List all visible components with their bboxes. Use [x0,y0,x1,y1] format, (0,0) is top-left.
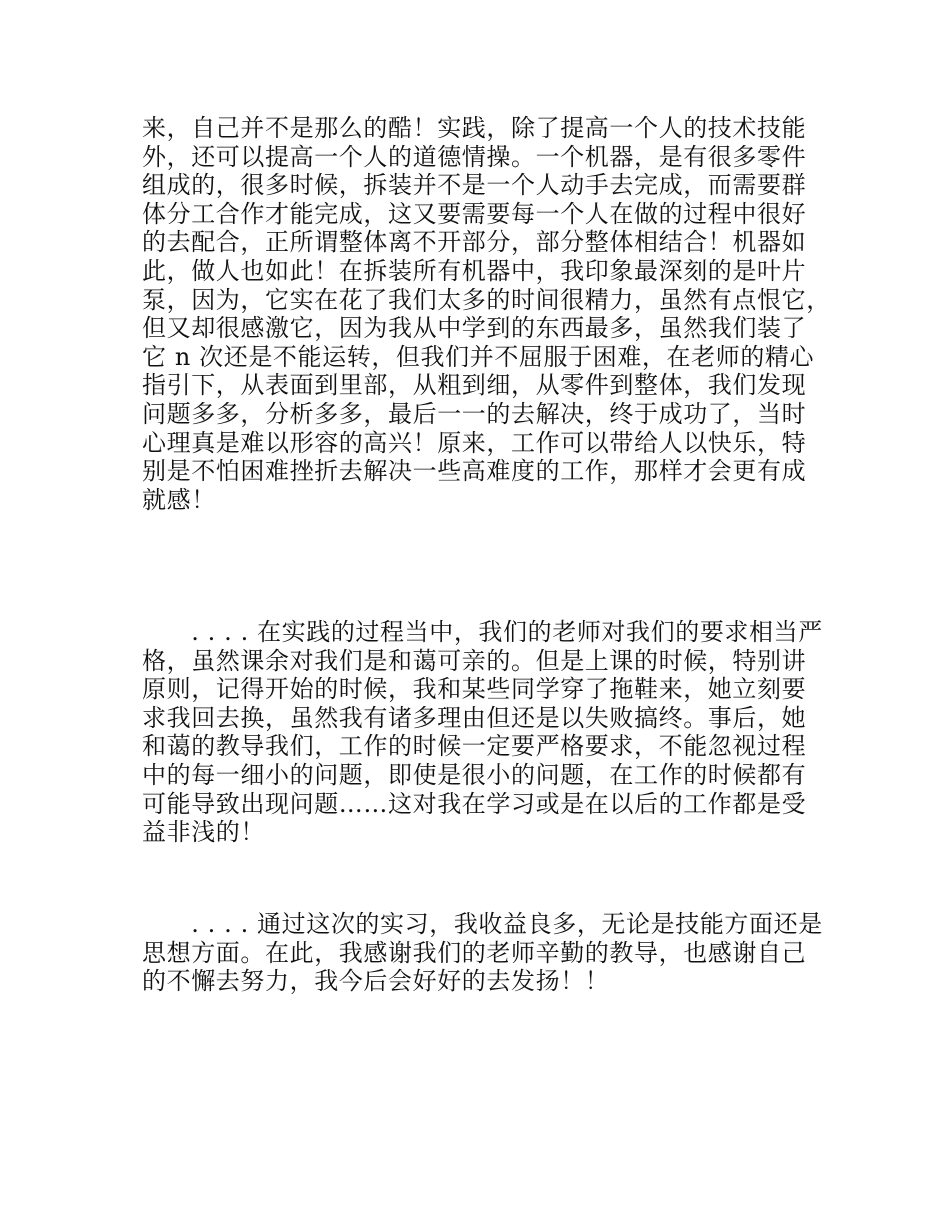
paragraph-teacher-strictness: . . . . 在实践的过程当中，我们的老师对我们的要求相当严 格，虽然课余对我们是和蔼可亲的。但是上课的时候，特别讲 原则，记得开始的时候，我和某些同学穿了拖鞋来，她立刻要 求我回去换，虽然我有诸多理由但还是以失败搞终。事后，她 和蔼的教导我们，工作的时候一定要严格要求，不能忽视过程 中的每一细小的问题，即使是很小的问题，在工作的时候都有 可能导致出现问题……这对我在学习或是在以后的工作都是受 益非浅的！ [142,618,823,847]
paragraph-conclusion: . . . . 通过这次的实习，我收益良多，无论是技能方面还是 思想方面。在此，我感谢我们的老师辛勤的教导，也感谢自己 的不懈去努力，我今后会好好的去发扬！！ [142,910,823,996]
paragraph-practice-reflection: 来，自己并不是那么的酷！实践，除了提高一个人的技术技能 外，还可以提高一个人的道德情操。一个机器，是有很多零件 组成的，很多时候，拆装并不是一个人动手去完成，而需要群 体分工合作才能完成，这又要需要每一个人在做的过程中很好 的去配合，正所谓整体离不开部分，部分整体相结合！机器如 此，做人也如此！在拆装所有机器中，我印象最深刻的是叶片 泵，因为，它实在花了我们太多的时间很精力，虽然有点恨它， 但又却很感激它，因为我从中学到的东西最多，虽然我们装了 它 n 次还是不能运转，但我们并不屈服于困难，在老师的精心 指引下，从表面到里部，从粗到细，从零件到整体，我们发现 问题多多，分析多多，最后一一的去解决，终于成功了，当时 心理真是难以形容的高兴！原来，工作可以带给人以快乐，特 别是不怕困难挫折去解决一些高难度的工作，那样才会更有成 就感！ [142,114,831,514]
